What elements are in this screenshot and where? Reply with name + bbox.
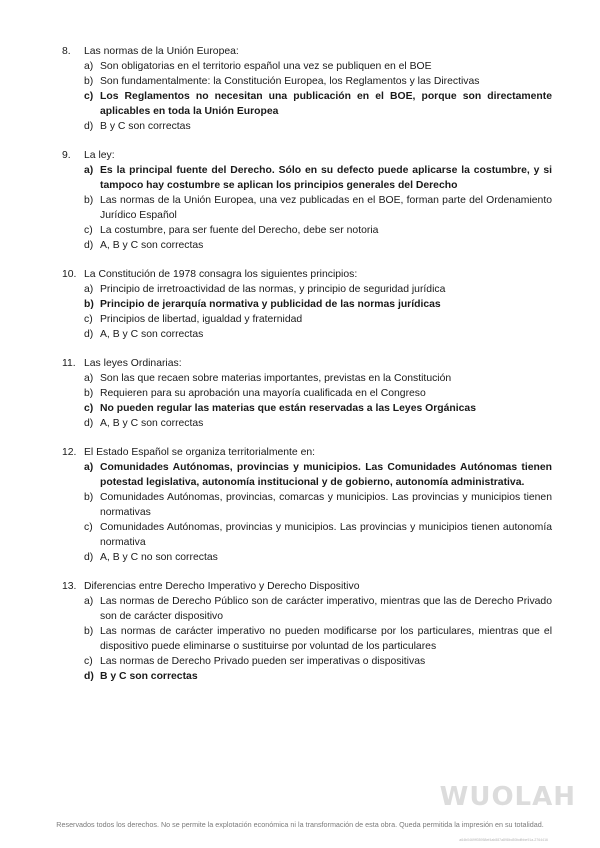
answer-option-b [62,490,552,520]
option-letter: d) [84,671,94,682]
option-text: A, B y C son correctas [100,240,204,251]
option-text: B y C son correctas [100,121,191,132]
answer-option-b [62,624,552,654]
document-hash: a64b0469ff35958ef4ab887a898bd50bdfbbe91a-2764416 [459,838,548,842]
option-letter: a) [84,462,94,473]
option-letter: d) [84,121,94,132]
option-text: Son las que recaen sobre materias importantes, previstas en la Constitución [100,373,452,384]
option-text: B y C son correctas [100,671,198,682]
answer-option-c [62,223,552,238]
option-letter: c) [84,656,93,667]
question-text: Las normas de la Unión Europea: [84,46,239,57]
option-text: Los Reglamentos no necesitan una publicación en el BOE, porque son directamente aplicables en toda la Unión Europea [100,91,552,117]
question-list [62,44,552,698]
option-letter: d) [84,240,94,251]
option-text: No pueden regular las materias que están reservadas a las Leyes Orgánicas [100,403,476,414]
answer-option-d [62,416,552,431]
answer-option-a [62,371,552,386]
question-number: 13. [62,581,77,592]
option-letter: b) [84,388,94,399]
question-9 [62,148,552,253]
option-letter: b) [84,195,94,206]
option-letter: a) [84,165,94,176]
question-number: 8. [62,46,71,57]
option-letter: a) [84,61,94,72]
answer-option-d [62,550,552,565]
option-text: Las normas de Derecho Privado pueden ser imperativas o dispositivas [100,656,426,667]
question-11 [62,356,552,431]
option-text: Es la principal fuente del Derecho. Sólo en su defecto puede aplicarse la costumbre, y si tampoco hay costumbre se aplican los principios generales del Derecho [100,165,552,191]
question-header [62,579,552,594]
question-header [62,148,552,163]
option-letter: b) [84,626,94,637]
option-text: Comunidades Autónomas, provincias y municipios. Las Comunidades Autónomas tienen potestad legislativa, autonomía institucional y de gobierno, autonomía administrativa. [100,462,552,488]
question-text: La ley: [84,150,115,161]
option-letter: d) [84,552,94,563]
option-text: Principios de libertad, igualdad y fraternidad [100,314,303,325]
answer-option-b [62,193,552,223]
question-number: 11. [62,358,76,369]
option-letter: b) [84,76,94,87]
question-10 [62,267,552,342]
question-text: Las leyes Ordinarias: [84,358,182,369]
option-letter: c) [84,91,94,102]
option-letter: d) [84,418,94,429]
option-text: Principio de irretroactividad de las normas, y principio de seguridad jurídica [100,284,446,295]
question-header [62,445,552,460]
question-number: 9. [62,150,71,161]
option-text: Comunidades Autónomas, provincias, comarcas y municipios. Las provincias y municipios tienen normativas [100,492,552,518]
option-text: Principio de jerarquía normativa y publicidad de las normas jurídicas [100,299,441,310]
answer-option-a [62,282,552,297]
answer-option-a [62,594,552,624]
option-letter: d) [84,329,94,340]
answer-option-d [62,119,552,134]
option-text: Son obligatorias en el territorio español una vez se publiquen en el BOE [100,61,432,72]
option-text: A, B y C no son correctas [100,552,218,563]
question-text: La Constitución de 1978 consagra los siguientes principios: [84,269,358,280]
option-letter: a) [84,284,94,295]
question-12 [62,445,552,565]
option-text: Son fundamentalmente: la Constitución Europea, los Reglamentos y las Directivas [100,76,480,87]
option-letter: c) [84,314,93,325]
answer-option-d [62,238,552,253]
option-text: Comunidades Autónomas, provincias y municipios. Las provincias y municipios tienen autonomía normativa [100,522,552,548]
answer-option-c [62,401,552,416]
answer-option-d [62,669,552,684]
answer-option-a [62,460,552,490]
answer-option-d [62,327,552,342]
question-header [62,44,552,59]
question-text: El Estado Español se organiza territorialmente en: [84,447,316,458]
option-letter: a) [84,596,94,607]
question-8 [62,44,552,134]
question-13 [62,579,552,684]
option-letter: b) [84,299,94,310]
question-number: 10. [62,269,77,280]
option-letter: c) [84,522,93,533]
answer-option-b [62,386,552,401]
option-text: Las normas de Derecho Público son de carácter imperativo, mientras que las de Derecho Privado son de carácter dispositivo [100,596,552,622]
option-text: A, B y C son correctas [100,329,204,340]
option-letter: c) [84,403,94,414]
option-text: La costumbre, para ser fuente del Derecho, debe ser notoria [100,225,379,236]
question-number: 12. [62,447,77,458]
answer-option-c [62,654,552,669]
question-text: Diferencias entre Derecho Imperativo y Derecho Dispositivo [84,581,360,592]
answer-option-b [62,74,552,89]
option-letter: a) [84,373,94,384]
question-header [62,267,552,282]
option-text: Las normas de carácter imperativo no pueden modificarse por los particulares, mientras que el dispositivo puede eliminarse o sustituirse por voluntad de los particulares [100,626,552,652]
answer-option-a [62,59,552,74]
answer-option-c [62,89,552,119]
option-letter: c) [84,225,93,236]
question-header [62,356,552,371]
option-text: A, B y C son correctas [100,418,204,429]
option-text: Las normas de la Unión Europea, una vez publicadas en el BOE, forman parte del Ordenamiento Jurídico Español [100,195,552,221]
answer-option-c [62,312,552,327]
option-letter: b) [84,492,94,503]
copyright-footer: Reservados todos los derechos. No se permite la explotación económica ni la transformación de esta obra. Queda permitida la impresión en su totalidad. [56,820,544,829]
option-text: Requieren para su aprobación una mayoría cualificada en el Congreso [100,388,426,399]
answer-option-c [62,520,552,550]
answer-option-a [62,163,552,193]
answer-option-b [62,297,552,312]
wuolah-watermark: WUOLAH [439,782,576,812]
